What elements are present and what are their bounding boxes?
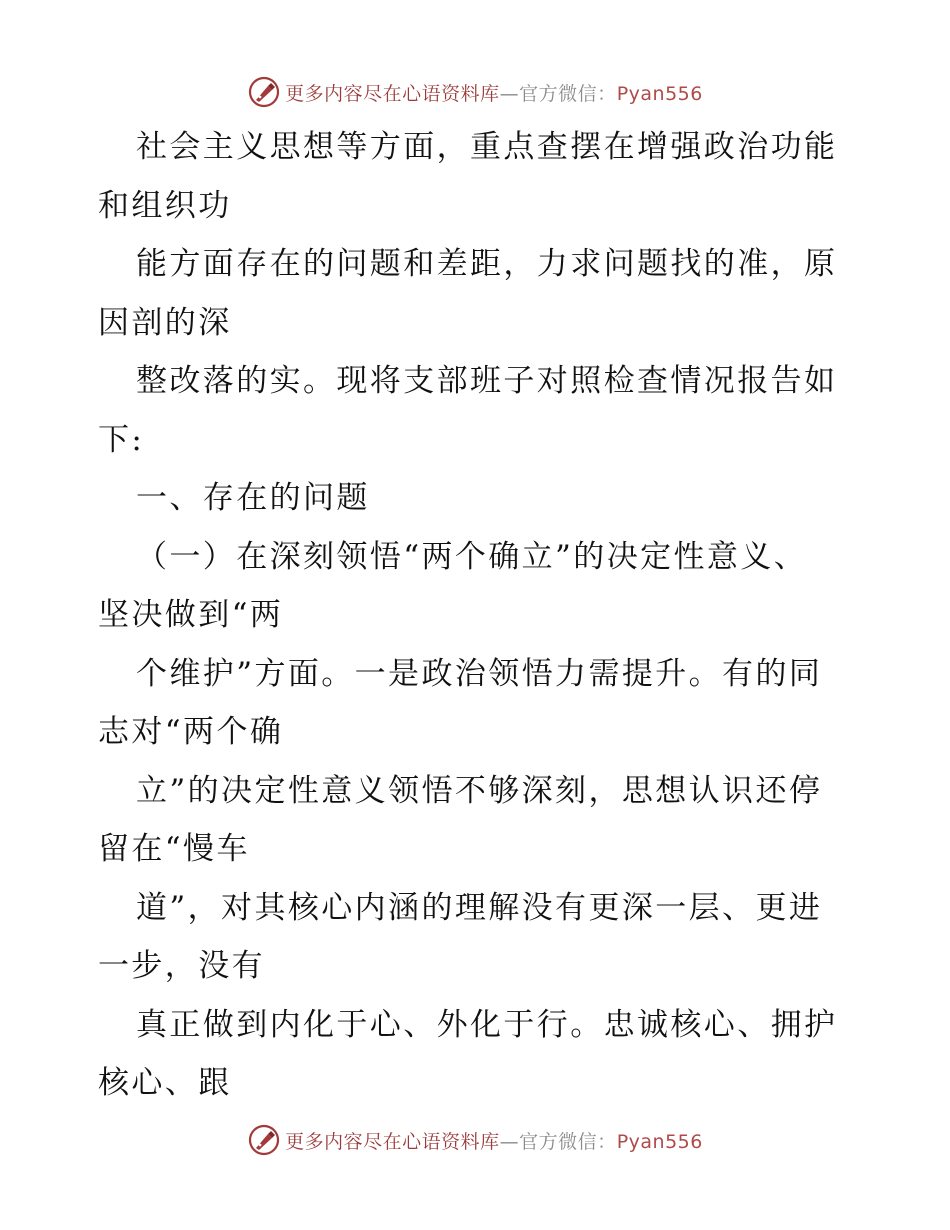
text-line: 坚决做到“两 — [98, 597, 284, 633]
watermark-brand: 更多内容尽在心语资料库 — [285, 82, 500, 105]
text-line: 能方面存在的问题和差距，力求问题找的准，原 — [136, 246, 838, 282]
text-line: 和组织功 — [98, 187, 232, 224]
watermark-wechat-id: Pyan556 — [616, 82, 703, 105]
header-watermark — [0, 72, 950, 112]
watermark-text — [285, 79, 703, 106]
watermark-dash: — — [499, 1130, 520, 1153]
document-body — [98, 118, 858, 1113]
watermark-brand: 更多内容尽在心语资料库 — [285, 1130, 500, 1153]
text-line: 一步，没有 — [98, 948, 265, 984]
text-line: 社会主义思想等方面，重点查摆在增强政治功能 — [136, 129, 838, 165]
watermark-wechat-label: 官方微信： — [519, 82, 617, 105]
text-line: 下: — [98, 421, 145, 458]
text-line: 立”的决定性意义领悟不够深刻，思想认识还停 — [136, 772, 823, 809]
text-line: （一）在深刻领悟“两个确立”的决定性意义、 — [136, 538, 808, 575]
text-line: 留在“慢车 — [98, 831, 250, 867]
watermark-wechat-label: 官方微信： — [519, 1130, 617, 1153]
pen-nib-circle-icon — [247, 1123, 281, 1157]
text-line: 因剖的深 — [98, 304, 232, 341]
text-line: 志对“两个确 — [98, 714, 284, 750]
watermark-dash: — — [499, 82, 520, 105]
text-line: 道”，对其核心内涵的理解没有更深一层、更进 — [136, 889, 823, 926]
text-line: 真正做到内化于心、外化于行。忠诚核心、拥护 — [136, 1006, 838, 1043]
watermark-text — [285, 1127, 703, 1154]
text-line: 整改落的实。现将支部班子对照检查情况报告如 — [136, 363, 838, 399]
watermark-wechat-id: Pyan556 — [616, 1130, 703, 1153]
watermark-group — [247, 75, 703, 109]
text-line: 一、存在的问题 — [136, 480, 370, 516]
text-line: 个维护”方面。一是政治领悟力需提升。有的同 — [136, 655, 823, 692]
pen-nib-circle-icon — [247, 75, 281, 109]
text-line: 核心、跟 — [98, 1065, 232, 1101]
footer-watermark — [0, 1120, 950, 1160]
watermark-group — [247, 1123, 703, 1157]
